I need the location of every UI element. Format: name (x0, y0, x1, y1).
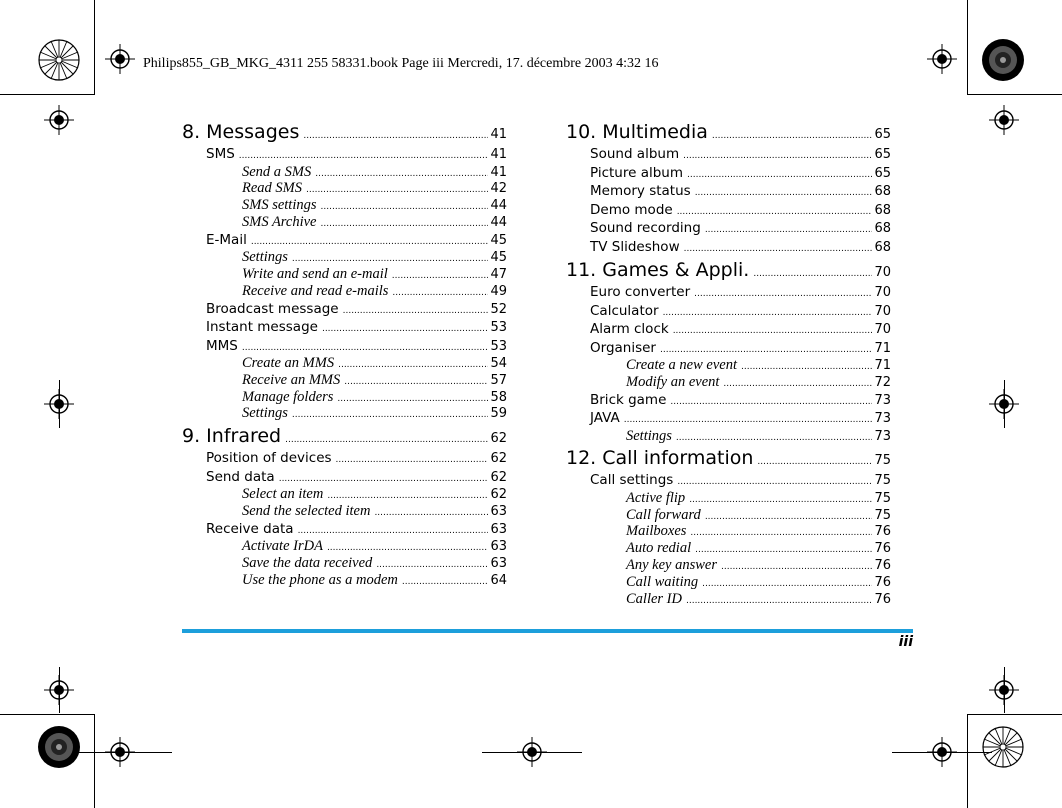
toc-section-entry[interactable] (566, 201, 891, 220)
crop-line-top-right-v (967, 0, 968, 95)
toc-subsection-entry[interactable] (182, 249, 507, 266)
toc-chapter-entry[interactable] (182, 119, 507, 145)
toc-entry-title: Memory status (590, 183, 691, 199)
toc-entry-title: 8. Messages (182, 121, 300, 143)
toc-section-entry[interactable] (566, 145, 891, 164)
toc-subsection-entry[interactable] (182, 405, 507, 422)
toc-entry-page: 63 (490, 504, 507, 520)
toc-dot-leader (402, 574, 489, 591)
toc-entry-page: 62 (490, 451, 507, 467)
crop-line-bottom-center-h (482, 752, 582, 753)
toc-entry-page: 53 (490, 338, 507, 354)
toc-entry-title: 11. Games & Appli. (566, 259, 750, 281)
toc-entry-title: Mailboxes (626, 523, 687, 540)
toc-entry-title: Sound album (590, 146, 680, 162)
crop-line-top-left-h (0, 94, 95, 95)
toc-section-entry[interactable] (566, 302, 891, 321)
crop-line-bottom-left-h (0, 714, 95, 715)
toc-entry-page: 68 (874, 221, 891, 236)
toc-entry-title: 9. Infrared (182, 425, 282, 448)
dot-target-icon (981, 38, 1025, 82)
toc-entry-page: 70 (874, 285, 891, 300)
toc-chapter-entry[interactable] (182, 423, 507, 449)
toc-entry-page: 62 (490, 469, 507, 485)
toc-entry-title: Send the selected item (242, 503, 371, 520)
toc-entry-page: 76 (874, 541, 891, 557)
toc-column-left (182, 118, 507, 589)
toc-entry-page: 41 (490, 164, 507, 180)
toc-dot-leader (684, 240, 873, 259)
toc-entry-title: Instant message (206, 319, 318, 336)
toc-entry-title: TV Slideshow (590, 238, 680, 255)
toc-entry-page: 62 (490, 431, 507, 447)
toc-chapter-entry[interactable] (566, 445, 891, 471)
starburst-target-icon (981, 725, 1025, 769)
toc-entry-page: 71 (874, 340, 891, 356)
toc-subsection-entry[interactable] (182, 197, 507, 214)
footer-rule (182, 629, 913, 633)
toc-entry-title: Demo mode (590, 201, 673, 218)
toc-section-entry[interactable] (182, 449, 507, 468)
toc-section-entry[interactable] (566, 409, 891, 428)
toc-column-right (566, 118, 891, 607)
toc-entry-page: 70 (874, 265, 891, 280)
toc-entry-page: 44 (490, 214, 507, 230)
crop-line-top-left-v (94, 0, 95, 95)
toc-entry-page: 41 (490, 147, 507, 162)
toc-subsection-entry[interactable] (182, 214, 507, 231)
toc-entry-title: JAVA (590, 410, 620, 427)
toc-subsection-entry[interactable] (566, 557, 891, 574)
toc-entry-page: 63 (490, 556, 507, 572)
toc-entry-title: Write and send an e-mail (242, 265, 388, 282)
toc-entry-title: Send a SMS (242, 163, 312, 180)
crop-line-bottom-right-v (967, 714, 968, 808)
toc-entry-title: SMS Archive (242, 213, 317, 230)
toc-entry-page: 73 (874, 428, 891, 444)
toc-subsection-entry[interactable] (566, 428, 891, 445)
toc-dot-leader (292, 407, 489, 424)
toc-entry-title: Call waiting (626, 573, 699, 590)
toc-entry-page: 72 (874, 374, 891, 390)
toc-section-entry[interactable] (182, 231, 507, 250)
toc-entry-page: 63 (490, 521, 507, 537)
crop-line-top-right-h (967, 94, 1062, 95)
toc-entry-title: Read SMS (242, 180, 302, 197)
toc-entry-page: 65 (874, 127, 891, 142)
toc-entry-page: 68 (874, 239, 891, 255)
toc-entry-page: 42 (490, 181, 507, 197)
toc-entry-title: 10. Multimedia (566, 121, 708, 143)
toc-entry-title: Save the data received (242, 555, 373, 572)
toc-subsection-entry[interactable] (182, 486, 507, 503)
toc-entry-title: Active flip (626, 489, 686, 506)
toc-subsection-entry[interactable] (182, 283, 507, 300)
toc-section-entry[interactable] (566, 339, 891, 358)
toc-subsection-entry[interactable] (182, 164, 507, 181)
toc-entry-title: Settings (626, 427, 672, 444)
toc-entry-page: 70 (874, 322, 891, 337)
toc-entry-title: Call settings (590, 472, 674, 489)
toc-entry-title: Call forward (626, 506, 701, 523)
page-number: iii (898, 634, 913, 650)
toc-subsection-entry[interactable] (566, 490, 891, 507)
toc-entry-page: 76 (874, 574, 891, 590)
toc-section-entry[interactable] (182, 318, 507, 337)
registration-mark-icon (927, 44, 957, 74)
toc-entry-title: Create an MMS (242, 355, 335, 372)
toc-entry-title: Receive an MMS (242, 371, 341, 388)
crop-line-left-mid-v (59, 380, 60, 428)
toc-entry-title: Caller ID (626, 590, 682, 607)
toc-entry-title: Any key answer (626, 557, 717, 574)
toc-entry-page: 73 (874, 411, 891, 427)
toc-entry-title: Calculator (590, 302, 659, 319)
toc-entry-page: 73 (874, 392, 891, 408)
toc-entry-title: Send data (206, 468, 275, 485)
toc-section-entry[interactable] (182, 337, 507, 356)
toc-entry-page: 47 (490, 266, 507, 282)
toc-entry-page: 53 (490, 320, 507, 336)
toc-subsection-entry[interactable] (182, 503, 507, 520)
toc-entry-title: Organiser (590, 339, 656, 356)
toc-section-entry[interactable] (566, 238, 891, 257)
dot-target-icon (37, 725, 81, 769)
toc-entry-title: MMS (206, 337, 238, 354)
toc-subsection-entry[interactable] (566, 507, 891, 524)
toc-entry-title: Activate IrDA (242, 538, 323, 555)
toc-subsection-entry[interactable] (182, 355, 507, 372)
toc-subsection-entry[interactable] (566, 591, 891, 608)
toc-subsection-entry[interactable] (182, 372, 507, 389)
toc-entry-page: 41 (490, 127, 507, 142)
toc-entry-page: 76 (874, 591, 891, 607)
toc-entry-title: 12. Call information (566, 447, 754, 470)
toc-subsection-entry[interactable] (566, 374, 891, 391)
toc-section-entry[interactable] (182, 145, 507, 164)
toc-entry-page: 64 (490, 572, 507, 588)
toc-entry-page: 70 (874, 303, 891, 319)
toc-entry-page: 58 (490, 389, 507, 405)
toc-subsection-entry[interactable] (566, 574, 891, 591)
toc-subsection-entry[interactable] (182, 538, 507, 555)
toc-entry-page: 45 (490, 232, 507, 248)
toc-entry-title: Create a new event (626, 357, 737, 373)
toc-entry-title: Receive and read e-mails (242, 282, 389, 299)
toc-entry-title: Modify an event (626, 373, 720, 390)
toc-entry-title: Brick game (590, 391, 667, 408)
toc-entry-page: 62 (490, 487, 507, 503)
toc-section-entry[interactable] (182, 300, 507, 319)
toc-entry-title: E-Mail (206, 231, 247, 248)
toc-subsection-entry[interactable] (566, 540, 891, 557)
crop-line-bottom-left-v (94, 714, 95, 808)
toc-subsection-entry[interactable] (182, 389, 507, 406)
toc-entry-page: 76 (874, 558, 891, 574)
toc-entry-title: Sound recording (590, 220, 701, 236)
toc-entry-page: 59 (490, 406, 507, 422)
toc-entry-page: 68 (874, 202, 891, 218)
toc-subsection-entry[interactable] (566, 357, 891, 374)
print-slug: Philips855_GB_MKG_4311 255 58331.book Page iii Mercredi, 17. décembre 2003 4:32 16 (143, 56, 659, 71)
toc-chapter-entry[interactable] (566, 257, 891, 283)
crop-line-left-arm-v (59, 667, 60, 713)
toc-subsection-entry[interactable] (182, 266, 507, 283)
toc-entry-page: 71 (874, 358, 891, 373)
toc-entry-title: Euro converter (590, 284, 691, 300)
toc-entry-page: 76 (874, 524, 891, 540)
crop-line-right-arm-v (1004, 667, 1005, 713)
toc-entry-page: 65 (874, 165, 891, 181)
toc-entry-title: Settings (242, 405, 288, 422)
toc-entry-title: Select an item (242, 486, 324, 503)
toc-entry-page: 75 (874, 453, 891, 469)
toc-section-entry[interactable] (566, 320, 891, 339)
toc-entry-title: SMS settings (242, 197, 317, 214)
registration-mark-icon (44, 105, 74, 135)
toc-entry-page: 75 (874, 473, 891, 489)
toc-entry-page: 52 (490, 301, 507, 317)
toc-section-entry[interactable] (566, 391, 891, 410)
toc-entry-page: 75 (874, 490, 891, 506)
toc-entry-title: Use the phone as a modem (242, 571, 398, 588)
toc-entry-title: SMS (206, 146, 235, 162)
toc-entry-title: Picture album (590, 164, 684, 181)
toc-entry-page: 63 (490, 539, 507, 555)
toc-entry-page: 54 (490, 356, 507, 372)
toc-subsection-entry[interactable] (182, 180, 507, 197)
toc-section-entry[interactable] (566, 283, 891, 302)
registration-mark-icon (105, 44, 135, 74)
toc-dot-leader (676, 430, 873, 447)
registration-mark-icon (989, 105, 1019, 135)
toc-entry-title: Broadcast message (206, 300, 339, 317)
toc-entry-page: 49 (490, 283, 507, 299)
toc-section-entry[interactable] (566, 164, 891, 183)
toc-entry-title: Manage folders (242, 388, 334, 405)
toc-entry-page: 45 (490, 250, 507, 266)
toc-subsection-entry[interactable] (182, 572, 507, 589)
toc-entry-page: 44 (490, 198, 507, 214)
toc-entry-title: Settings (242, 249, 288, 266)
toc-entry-page: 68 (874, 184, 891, 199)
toc-section-entry[interactable] (566, 219, 891, 238)
toc-chapter-entry[interactable] (566, 119, 891, 145)
crop-line-bottom-left-arm (72, 752, 172, 753)
toc-section-entry[interactable] (566, 182, 891, 201)
toc-entry-title: Alarm clock (590, 321, 669, 337)
crop-line-bottom-right-h (967, 714, 1062, 715)
toc-entry-page: 75 (874, 507, 891, 523)
starburst-target-icon (37, 38, 81, 82)
crop-line-right-mid-v (1004, 380, 1005, 428)
toc-entry-title: Auto redial (626, 540, 692, 557)
toc-section-entry[interactable] (566, 471, 891, 490)
crop-line-bottom-right-arm (892, 752, 992, 753)
toc-subsection-entry[interactable] (566, 523, 891, 540)
toc-section-entry[interactable] (182, 520, 507, 539)
toc-subsection-entry[interactable] (182, 555, 507, 572)
toc-entry-title: Position of devices (206, 450, 332, 467)
toc-entry-page: 65 (874, 147, 891, 162)
toc-section-entry[interactable] (182, 468, 507, 487)
toc-dot-leader (686, 593, 872, 610)
toc-entry-title: Receive data (206, 520, 294, 537)
toc-entry-page: 57 (490, 372, 507, 388)
